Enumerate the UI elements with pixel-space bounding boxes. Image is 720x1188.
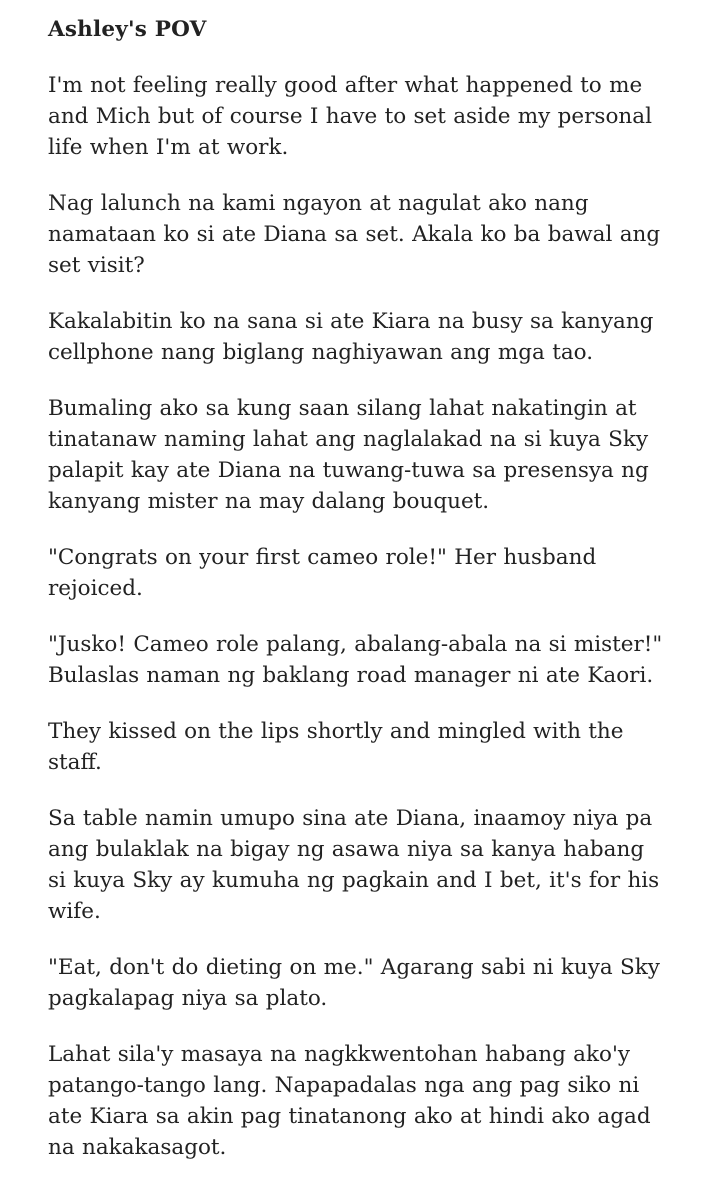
story-page [48, 14, 668, 1188]
story-paragraph: Kakalabitin ko na sana si ate Kiara na busy sa kanyang cellphone nang biglang naghiyawan ang mga tao. [48, 309, 654, 365]
story-paragraph: Bumaling ako sa kung saan silang lahat nakatingin at tinatanaw naming lahat ang naglalakad na si kuya Sky palapit kay ate Diana na tuwang-tuwa sa presensya ng kanyang mister na may dalang bouquet. [48, 396, 649, 514]
story-paragraph: Lahat sila'y masaya na nagkkwentohan habang ako'y patango-tango lang. Napapadalas nga ang pag siko ni ate Kiara sa akin pag tinatanong ako at hindi ako agad na nakakasagot. [48, 1042, 651, 1160]
story-paragraph: "Eat, don't do dieting on me." Agarang sabi ni kuya Sky pagkalapag niya sa plato. [48, 955, 660, 1011]
story-paragraph: "Jusko! Cameo role palang, abalang-abala na si mister!" Bulaslas naman ng baklang road manager ni ate Kaori. [48, 632, 663, 688]
story-paragraph: "Congrats on your first cameo role!" Her husband rejoiced. [48, 545, 597, 601]
story-paragraph: Nag lalunch na kami ngayon at nagulat ako nang namataan ko si ate Diana sa set. Akala ko ba bawal ang set visit? [48, 191, 661, 278]
story-paragraph: They kissed on the lips shortly and mingled with the staff. [48, 719, 624, 775]
story-paragraph: Sa table namin umupo sina ate Diana, inaamoy niya pa ang bulaklak na bigay ng asawa niya sa kanya habang si kuya Sky ay kumuha ng pagkain and I bet, it's for his wife. [48, 806, 660, 924]
story-paragraph: I'm not feeling really good after what happened to me and Mich but of course I have to set aside my personal life when I'm at work. [48, 73, 652, 160]
chapter-heading: Ashley's POV [48, 17, 207, 42]
